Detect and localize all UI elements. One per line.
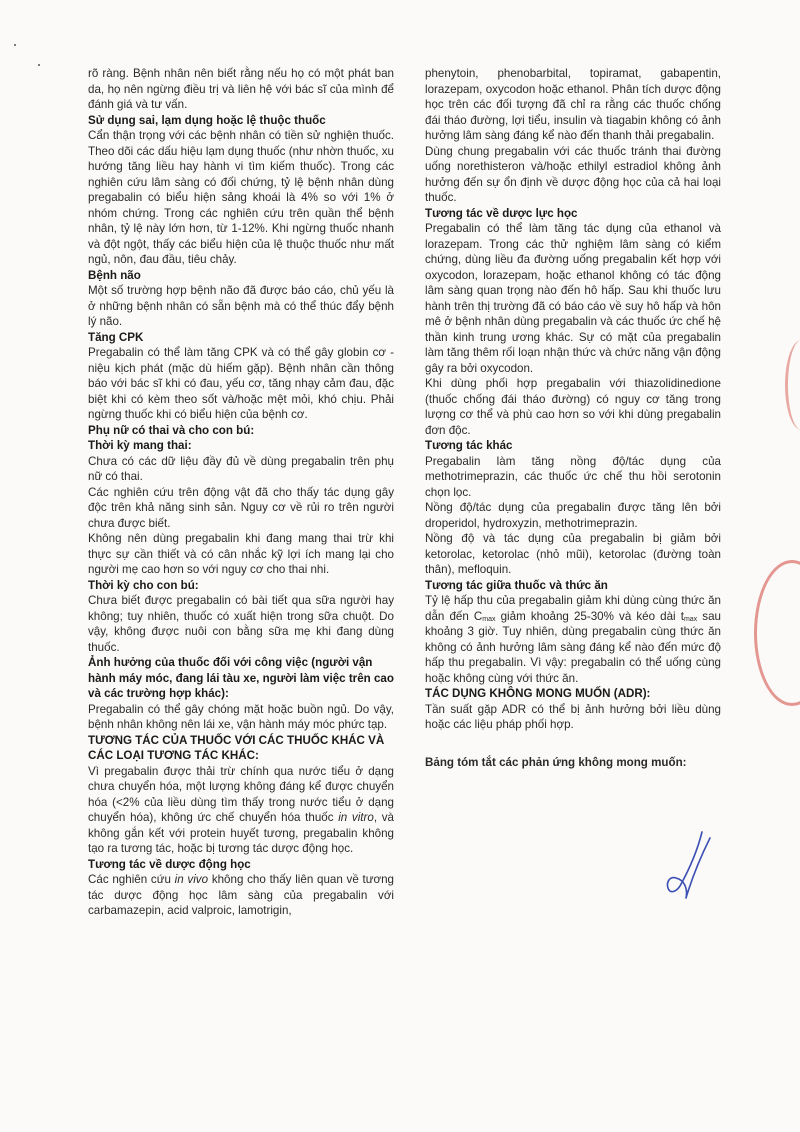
red-stamp-edge	[785, 340, 800, 430]
subsection-heading: Thời kỳ cho con bú:	[88, 578, 199, 592]
paragraph: Dùng chung pregabalin với các thuốc tránh thai đường uống norethisteron và/hoặc ethilyl estradiol không ảnh hưởng đến sự ổn định về dược động học của cả hai loại thuốc.	[425, 144, 721, 204]
left-column	[88, 66, 394, 919]
italic-run: in vivo	[174, 873, 209, 886]
section-heading: Bệnh não	[88, 268, 141, 282]
paragraph: Nồng độ và tác dụng của pregabalin bị giảm bởi ketorolac, ketorolac (nhỏ mũi), ketorolac (đường toàn thân), mefloquin.	[425, 532, 721, 576]
text-run: Vì pregabalin được thải trừ chính qua nước tiểu ở dạng chưa chuyển hóa, một lượng không đáng kể được chuyển hóa (<2% của liều dùng tìm thấy trong nước tiểu ở dạng chuyển hóa), không ức chế chuyển hóa thuốc	[88, 764, 394, 824]
paragraph: Pregabalin có thể làm tăng CPK và có thể gây globin cơ - niệu kịch phát (mặc dù hiếm gặp). Bệnh nhân cần thông báo với bác sĩ khi có đau, yếu cơ, tăng nhạy cảm đau, đặc biệt khi có kèm theo sốt và/hoặc mệt mỏi, khó chịu. Phải ngừng thuốc khi có biểu hiện của bệnh cơ.	[88, 346, 394, 421]
text-run: sau khoảng 3 giờ. Tuy nhiên, dùng pregabalin cùng thức ăn không có ảnh hưởng lâm sàng đáng kể nào đến mức độ hấp thu pregabalin. Vì vậy: pregabalin có thể uống cùng hoặc không cùng với thức ăn.	[425, 609, 721, 685]
subscript: max	[482, 615, 496, 623]
italic-run: in vitro	[338, 811, 374, 824]
scan-dot	[14, 44, 16, 46]
paragraph: Nồng độ/tác dụng của pregabalin được tăng lên bởi droperidol, hydroxyzin, methotrimeprazin.	[425, 501, 721, 530]
paragraph: phenytoin, phenobarbital, topiramat, gabapentin, lorazepam, oxycodon hoặc ethanol. Phân tích dược động học trên các đối tượng đã chỉ ra rằng các thuốc chống đái tháo đường, lợi tiểu, insulin và tiagabin không có ảnh hưởng lâm sàng đáng kể nào đến thanh thải pregabalin.	[425, 67, 721, 142]
paragraph: Tần suất gặp ADR có thể bị ảnh hưởng bởi liều dùng hoặc các liệu pháp phối hợp.	[425, 702, 721, 731]
section-heading-caps: TƯƠNG TÁC CỦA THUỐC VỚI CÁC THUỐC KHÁC VÀ CÁC LOẠI TƯƠNG TÁC KHÁC:	[88, 733, 385, 762]
text-run: không cho thấy liên quan về tương tác dược động học lâm sàng của pregabalin với carbamazepin, acid valproic, lamotrigin,	[88, 873, 394, 917]
paragraph: Một số trường hợp bệnh não đã được báo cáo, chủ yếu là ở những bệnh nhân có sẵn bệnh mà có thể thúc đẩy bệnh lý não.	[88, 284, 394, 328]
paragraph: Pregabalin có thể làm tăng tác dụng của ethanol và lorazepam. Trong các thử nghiệm lâm sàng có kiểm chứng, dùng liều đa đường uống pregabalin kết hợp với oxycodon, lorazepam, hoặc ethanol không có tác động lâm sàng quan trọng nào đến hô hấp. Sau khi thuốc lưu hành trên thị trường đã có báo cáo về suy hô hấp và hôn mê ở bệnh nhân dùng pregabalin và các thuốc ức chế hệ thần kinh trung ương khác. Sự có mặt của pregabalin làm tăng thêm rối loạn nhận thức và chức năng vận động gây ra bởi oxycodon.	[425, 222, 721, 375]
subsection-heading: Thời kỳ mang thai:	[88, 439, 192, 452]
paragraph: rõ ràng. Bệnh nhân nên biết rằng nếu họ có một phát ban da, họ nên ngừng điều trị và liên hệ với bác sĩ của mình để đánh giá và tư vấn.	[88, 67, 394, 111]
section-heading: Phụ nữ có thai và cho con bú:	[88, 423, 255, 437]
text-run: Các nghiên cứu	[88, 873, 171, 886]
subscript: max	[683, 615, 698, 623]
paragraph: Chưa biết được pregabalin có bài tiết qua sữa người hay không; tuy nhiên, thuốc có xuất hiện trong sữa chuột. Do vậy, không được nuôi con bằng sữa mẹ khi đang dùng thuốc.	[88, 594, 394, 654]
red-stamp-seal	[754, 560, 800, 706]
paragraph: Cẩn thận trọng với các bệnh nhân có tiền sử nghiện thuốc. Theo dõi các dấu hiệu lạm dụng thuốc (như nhờn thuốc, xu hướng tăng liều hay hành vi tìm kiếm thuốc). Trong các nghiên cứu lâm sàng có đối chứng, tỷ lệ bệnh nhân dùng pregabalin có biểu hiện sảng khoái là 4% so với 1% ở nhóm chứng. Trong các nghiên cứu trên quần thể bệnh nhân, tỷ lệ này lớn hơn, từ 1-12%. Khi ngừng thuốc nhanh và đột ngột, thấy các biểu hiện của lệ thuộc thuốc như mất ngủ, nôn, đau đầu, tiêu chảy.	[88, 129, 394, 266]
paragraph: Khi dùng phối hợp pregabalin với thiazolidinedione (thuốc chống đái tháo đường) có nguy cơ tăng trong lượng cơ thể và phù cao hơn so với khi dùng pregabalin đơn độc.	[425, 377, 721, 437]
text-run: Tỷ lệ hấp thu của pregabalin giảm khi dùng cùng thức ăn dẫn đến C	[425, 594, 721, 623]
paragraph: Không nên dùng pregabalin khi đang mang thai trừ khi thực sự cần thiết và có cân nhắc kỹ lợi ích mang lại cho người mẹ cao hơn so với nguy cơ cho thai nhi.	[88, 532, 394, 576]
section-heading: Ảnh hưởng của thuốc đối với công việc (người vận hành máy móc, đang lái tàu xe, người làm việc trên cao và các trường hợp khác):	[88, 656, 394, 700]
table-title: Bảng tóm tắt các phản ứng không mong muốn:	[425, 755, 687, 769]
section-heading: Tăng CPK	[88, 330, 144, 344]
right-column	[425, 66, 721, 770]
section-heading: Tương tác khác	[425, 439, 513, 452]
section-heading: Tương tác giữa thuốc và thức ăn	[425, 578, 608, 592]
paragraph	[88, 872, 394, 919]
section-heading-caps: TÁC DỤNG KHÔNG MONG MUỐN (ADR):	[425, 687, 651, 700]
text-run: , và không gắn kết với protein huyết tương, pregabalin không tạo ra tương tác, hoặc bị tương tác dược động học.	[88, 811, 394, 855]
section-heading: Tương tác về dược động học	[88, 857, 251, 871]
section-heading: Tương tác về dược lực học	[425, 206, 578, 220]
paragraph: Pregabalin làm tăng nồng độ/tác dụng của methotrimeprazin, các thuốc ức chế thu hồi serotonin chọn lọc.	[425, 454, 721, 499]
section-heading: Sử dụng sai, lạm dụng hoặc lệ thuộc thuốc	[88, 113, 326, 127]
paragraph: Các nghiên cứu trên động vật đã cho thấy tác dụng gây độc trên khả năng sinh sản. Nguy cơ về rủi ro trên người chưa được biết.	[88, 485, 394, 530]
paragraph: Chưa có các dữ liệu đầy đủ về dùng pregabalin trên phụ nữ có thai.	[88, 454, 394, 483]
text-run: giảm khoảng 25-30% và kéo dài t	[500, 609, 684, 623]
paragraph: Pregabalin có thể gây chóng mặt hoặc buồn ngủ. Do vậy, bệnh nhân không nên lái xe, vận hành máy móc phức tạp.	[88, 702, 394, 731]
signature	[640, 828, 720, 908]
paragraph	[425, 593, 721, 686]
paragraph	[88, 764, 394, 857]
scan-dot	[38, 64, 40, 66]
